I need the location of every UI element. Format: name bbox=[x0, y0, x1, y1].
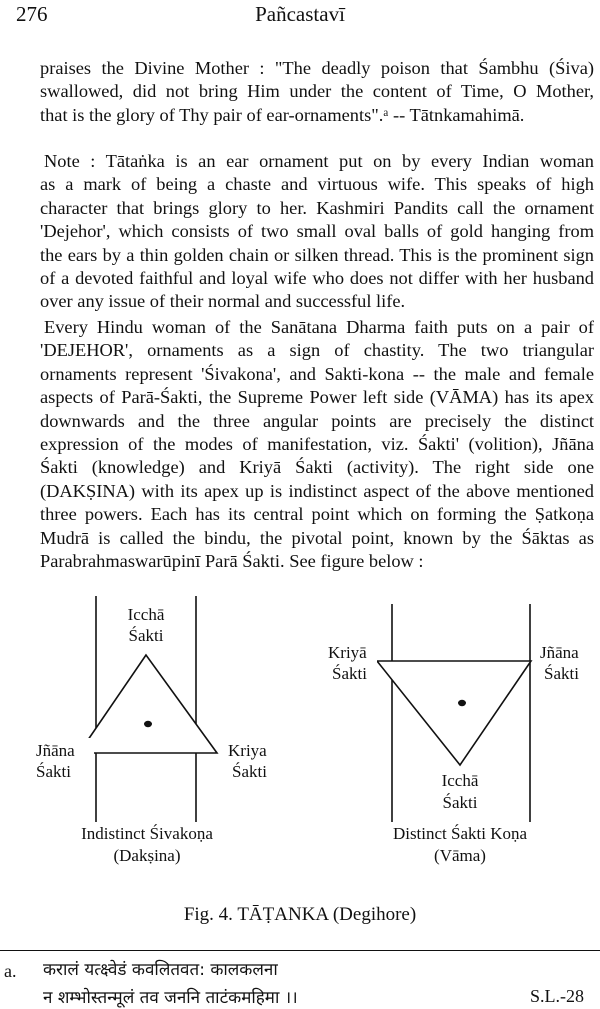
text-line: 'Dejehor', which consists of two small oval balls of gold hanging from bbox=[40, 221, 594, 242]
label-sakti: Śakti bbox=[442, 793, 478, 812]
footnote-marker: a. bbox=[4, 961, 17, 981]
tatanka-figure bbox=[0, 590, 600, 890]
signature-mark: S.L.-28 bbox=[530, 986, 584, 1006]
text-line: over any issue of their normal and successful life. bbox=[40, 291, 406, 312]
text-line: 'DEJEHOR', ornaments as a sign of chastity. The two triangular bbox=[40, 340, 594, 361]
bindu-dot bbox=[458, 700, 466, 706]
note-paragraph bbox=[0, 150, 600, 314]
text-line: downwards and the three angular points are precisely the distinct bbox=[40, 410, 594, 431]
intro-paragraph bbox=[0, 57, 600, 127]
label-kriya: Kriyā bbox=[328, 643, 367, 662]
text-line: that is the glory of Thy pair of ear-ornaments".ᵃ -- Tātnkamahimā. bbox=[40, 104, 525, 125]
label-indistinct-sivakona: Indistinct Śivakoṇa bbox=[81, 824, 213, 843]
text-line: three powers. Each has its central point which on forming the Ṣatkoṇa bbox=[40, 504, 594, 525]
footnote-sanskrit-line-1: करालं यत्क्ष्वेडं कवलितवत: कालकलना bbox=[43, 960, 278, 980]
text-line: expression of the modes of manifestation, viz. Śakti' (volition), Jñāna bbox=[40, 434, 594, 455]
label-sakti: Śakti bbox=[332, 664, 367, 683]
label-kriya: Kriya bbox=[228, 741, 267, 760]
label-sakti: Śakti bbox=[544, 664, 579, 683]
text-line: character that brings glory to her. Kashmiri Pandits call the ornament bbox=[40, 197, 594, 218]
text-line: Note : Tātaṅka is an ear ornament put on by every Indian woman bbox=[44, 151, 594, 171]
label-sakti: Śakti bbox=[232, 762, 267, 781]
text-line: Every Hindu woman of the Sanātana Dharma faith puts on a pair of bbox=[44, 317, 594, 337]
text-line: swallowed, did not bring Him under the content of Time, O Mother, bbox=[40, 81, 594, 102]
figure-caption: Fig. 4. TĀṬANKA (Degihore) bbox=[183, 904, 417, 925]
text-line: ornaments represent 'Śivakona', and Sakti-kona -- the male and female bbox=[40, 363, 594, 384]
label-sakti: Śakti bbox=[36, 762, 71, 781]
text-line: (DAKṢINA) with its apex up is indistinct aspect of the above mentioned bbox=[40, 480, 594, 501]
page-number: 276 bbox=[16, 2, 48, 26]
label-vama: (Vāma) bbox=[434, 846, 486, 865]
label-jnana: Jñāna bbox=[540, 643, 579, 662]
text-line: Mudrā is called the bindu, the pivotal point, known by the Śāktas as bbox=[40, 527, 594, 548]
text-line: praises the Divine Mother : "The deadly poison that Śambhu (Śiva) bbox=[40, 58, 594, 78]
text-line: of a devoted faithful and loyal wife who does not differ with her husband bbox=[40, 268, 594, 289]
label-jnana: Jñāna bbox=[36, 741, 75, 760]
text-line: Śakti (knowledge) and Kriyā Śakti (activity). The right side one bbox=[40, 457, 594, 478]
label-sakti: Śakti bbox=[128, 626, 164, 645]
label-iccha: Icchā bbox=[441, 771, 479, 790]
text-line: the ears by a thin golden chain or silken thread. This is the prominent sign bbox=[40, 244, 594, 265]
text-line: Parabrahmaswarūpinī Parā Śakti. See figure below : bbox=[40, 551, 424, 572]
bindu-dot bbox=[144, 721, 152, 727]
text-line: as a mark of being a chaste and virtuous wife. This speaks of high bbox=[40, 174, 594, 195]
label-distinct-sakti-kona: Distinct Śakti Koṇa bbox=[392, 824, 528, 843]
label-daksina: (Dakṣina) bbox=[113, 846, 181, 865]
text-line: aspects of Parā-Śakti, the Supreme Power left side (VĀMA) has its apex bbox=[40, 387, 594, 408]
hindu-paragraph bbox=[0, 316, 600, 573]
running-title: Pañcastavī bbox=[255, 2, 345, 26]
footnote-sanskrit-line-2: न शम्भोस्तन्मूलं तव जननि ताटंकमहिमा ।। bbox=[43, 988, 298, 1008]
footnote-divider bbox=[0, 950, 600, 951]
label-iccha: Icchā bbox=[127, 605, 165, 624]
triangle-apex-down bbox=[377, 661, 531, 765]
